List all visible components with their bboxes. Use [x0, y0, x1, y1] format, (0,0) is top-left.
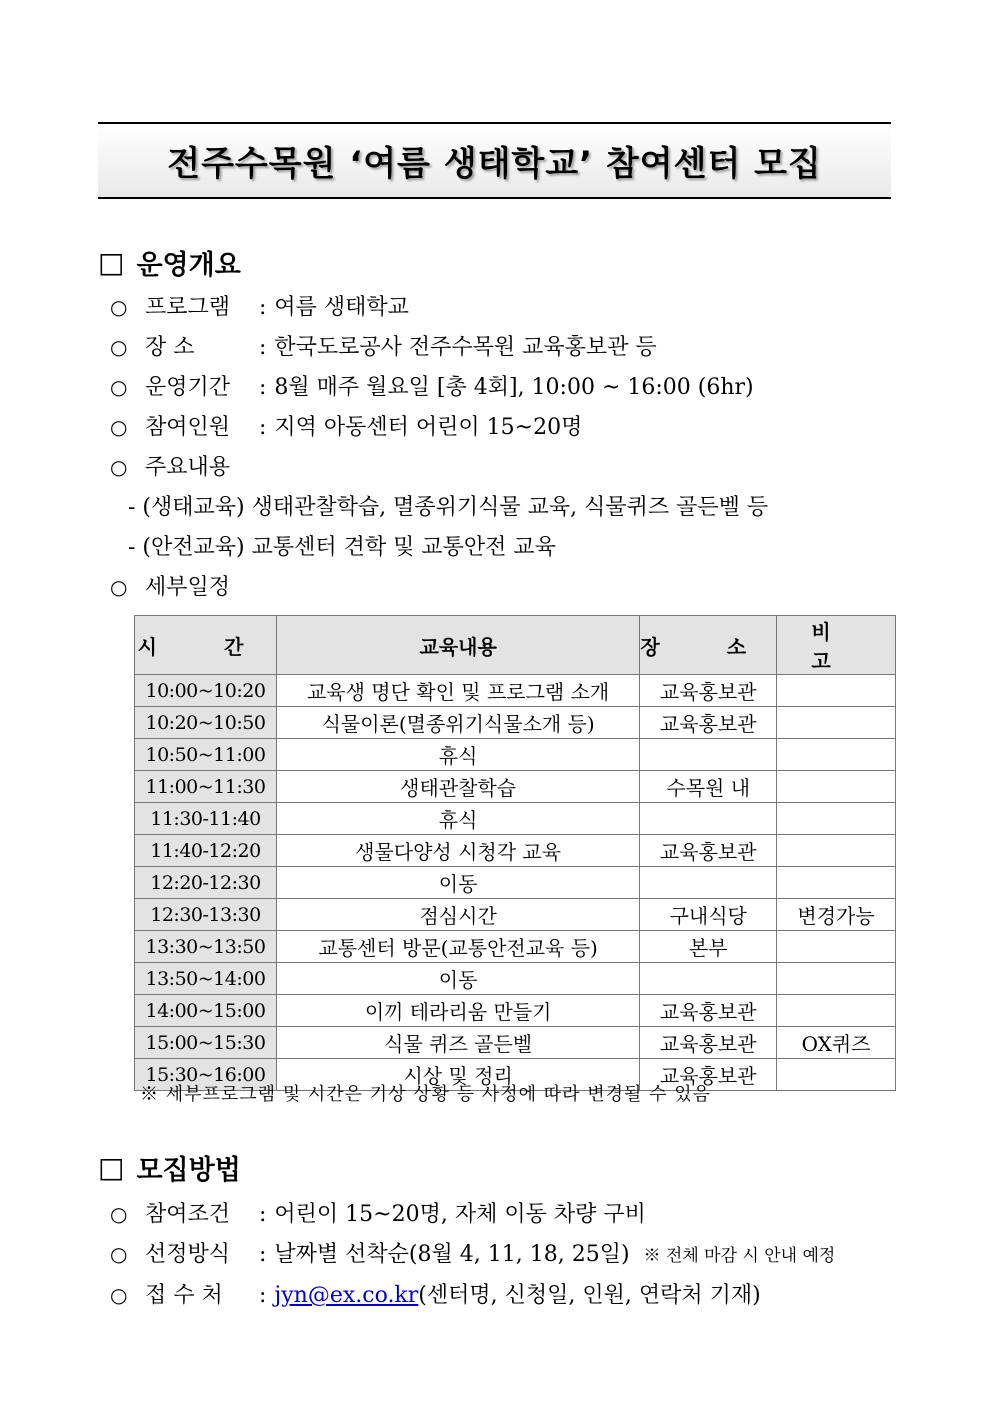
table-row — [135, 931, 896, 963]
checkbox-square-icon: □ — [98, 1151, 125, 1184]
cell-note — [777, 707, 896, 739]
contact-email-link[interactable]: jyn@ex.co.kr — [274, 1283, 419, 1308]
cell-time: 12:20-12:30 — [135, 867, 277, 899]
overview-item-participants: ○ 참여인원 : 지역 아동센터 어린이 15~20명 — [110, 410, 582, 441]
recruit-item-contact: ○ 접 수 처 : jyn@ex.co.kr (센터명, 신청일, 인원, 연락처 기재) — [110, 1278, 761, 1309]
page-title: 전주수목원 ‘여름 생태학교’ 참여센터 모집 — [167, 144, 822, 184]
table-row — [135, 675, 896, 707]
header-content: 교육내용 — [276, 616, 639, 675]
cell-time: 11:30-11:40 — [135, 803, 277, 835]
cell-note — [777, 963, 896, 995]
cell-content: 식물이론(멸종위기식물소개 등) — [276, 707, 639, 739]
sub-item-ecology: - (생태교육) 생태관찰학습, 멸종위기식물 교육, 식물퀴즈 골든벨 등 — [128, 495, 769, 520]
schedule-table — [134, 615, 896, 1091]
item-label: 세부일정 — [145, 575, 231, 600]
cell-place — [640, 739, 777, 771]
sub-item-safety: - (안전교육) 교통센터 견학 및 교통안전 교육 — [128, 535, 556, 560]
item-label: 프로그램 — [145, 295, 231, 320]
cell-note — [777, 867, 896, 899]
table-row — [135, 835, 896, 867]
selection-note: ※ 전체 마감 시 안내 예정 — [643, 1246, 836, 1266]
title-banner — [98, 122, 891, 199]
cell-place: 교육홍보관 — [640, 995, 777, 1027]
cell-note — [777, 803, 896, 835]
overview-item-contents — [110, 450, 230, 481]
cell-time: 10:00~10:20 — [135, 675, 277, 707]
cell-place: 본부 — [640, 931, 777, 963]
item-label: 운영기간 — [145, 375, 231, 400]
circle-bullet-icon: ○ — [110, 1242, 128, 1266]
table-row — [135, 899, 896, 931]
cell-note — [777, 739, 896, 771]
item-value: 한국도로공사 전주수목원 교육홍보관 등 — [274, 335, 657, 360]
cell-note — [777, 675, 896, 707]
circle-bullet-icon: ○ — [110, 455, 128, 479]
section-recruit-heading — [98, 1148, 241, 1187]
cell-content: 시상 및 정리 — [276, 1059, 639, 1091]
overview-item-program: ○ 프로그램 : 여름 생태학교 — [110, 290, 409, 321]
cell-content: 식물 퀴즈 골든벨 — [276, 1027, 639, 1059]
cell-time: 14:00~15:00 — [135, 995, 277, 1027]
cell-note — [777, 931, 896, 963]
table-row — [135, 867, 896, 899]
circle-bullet-icon: ○ — [110, 415, 128, 439]
table-row — [135, 739, 896, 771]
circle-bullet-icon: ○ — [110, 335, 128, 359]
table-row — [135, 771, 896, 803]
item-label: 참여조건 — [145, 1202, 231, 1227]
cell-content: 이끼 테라리움 만들기 — [276, 995, 639, 1027]
cell-note — [777, 995, 896, 1027]
item-value: 지역 아동센터 어린이 15~20명 — [274, 415, 583, 440]
item-label: 참여인원 — [145, 415, 231, 440]
cell-time: 11:40-12:20 — [135, 835, 277, 867]
circle-bullet-icon: ○ — [110, 375, 128, 399]
cell-content: 이동 — [276, 867, 639, 899]
item-label: 선정방식 — [145, 1242, 231, 1267]
cell-note — [777, 771, 896, 803]
cell-place: 교육홍보관 — [640, 835, 777, 867]
schedule-footnote: ※ 세부프로그램 및 시간은 기상 상황 등 사정에 따라 변경될 수 있음 — [140, 1084, 712, 1105]
table-header-row — [135, 616, 896, 675]
cell-place: 교육홍보관 — [640, 707, 777, 739]
cell-place — [640, 963, 777, 995]
item-label: 접 수 처 — [145, 1283, 223, 1308]
overview-item-place: ○ 장 소 : 한국도로공사 전주수목원 교육홍보관 등 — [110, 330, 657, 361]
cell-note: OX퀴즈 — [777, 1027, 896, 1059]
recruit-item-condition: ○ 참여조건 : 어린이 15~20명, 자체 이동 차량 구비 — [110, 1197, 646, 1228]
cell-place — [640, 803, 777, 835]
table-row — [135, 1027, 896, 1059]
item-value: 8월 매주 월요일 [총 4회], 10:00 ~ 16:00 (6hr) — [274, 375, 754, 400]
table-row — [135, 803, 896, 835]
cell-place: 교육홍보관 — [640, 675, 777, 707]
item-label: 장 소 — [145, 335, 195, 360]
item-value: (센터명, 신청일, 인원, 연락처 기재) — [418, 1283, 761, 1308]
cell-time: 12:30-13:30 — [135, 899, 277, 931]
cell-time: 15:00~15:30 — [135, 1027, 277, 1059]
cell-time: 10:50~11:00 — [135, 739, 277, 771]
cell-time: 11:00~11:30 — [135, 771, 277, 803]
cell-note: 변경가능 — [777, 899, 896, 931]
header-place: 장 소 — [640, 616, 777, 675]
item-value: 여름 생태학교 — [274, 295, 409, 320]
circle-bullet-icon: ○ — [110, 1202, 128, 1226]
section-title: 운영개요 — [136, 250, 241, 281]
cell-content: 교통센터 방문(교통안전교육 등) — [276, 931, 639, 963]
cell-place: 교육홍보관 — [640, 1027, 777, 1059]
cell-time: 10:20~10:50 — [135, 707, 277, 739]
table-row — [135, 707, 896, 739]
overview-item-period: ○ 운영기간 : 8월 매주 월요일 [총 4회], 10:00 ~ 16:00 (6hr) — [110, 370, 754, 401]
cell-content: 점심시간 — [276, 899, 639, 931]
cell-note — [777, 835, 896, 867]
cell-content: 생태관찰학습 — [276, 771, 639, 803]
cell-place: 수목원 내 — [640, 771, 777, 803]
circle-bullet-icon: ○ — [110, 295, 128, 319]
header-note: 비 고 — [777, 616, 896, 675]
cell-note — [777, 1059, 896, 1091]
cell-content: 이동 — [276, 963, 639, 995]
section-overview-heading — [98, 243, 241, 282]
cell-content: 생물다양성 시청각 교육 — [276, 835, 639, 867]
item-value: 날짜별 선착순(8월 4, 11, 18, 25일) — [274, 1242, 630, 1267]
table-row — [135, 963, 896, 995]
cell-time: 13:30~13:50 — [135, 931, 277, 963]
cell-time: 13:50~14:00 — [135, 963, 277, 995]
cell-content: 교육생 명단 확인 및 프로그램 소개 — [276, 675, 639, 707]
recruit-item-selection: ○ 선정방식 : 날짜별 선착순(8월 4, 11, 18, 25일) ※ 전체 마감 시 안내 예정 — [110, 1237, 835, 1268]
item-value: 어린이 15~20명, 자체 이동 차량 구비 — [274, 1202, 646, 1227]
cell-content: 휴식 — [276, 739, 639, 771]
checkbox-square-icon: □ — [98, 246, 125, 279]
section-title: 모집방법 — [136, 1155, 241, 1186]
cell-time: 15:30~16:00 — [135, 1059, 277, 1091]
circle-bullet-icon: ○ — [110, 1283, 128, 1307]
header-time: 시 간 — [135, 616, 277, 675]
cell-place — [640, 867, 777, 899]
cell-place: 구내식당 — [640, 899, 777, 931]
cell-place: 교육홍보관 — [640, 1059, 777, 1091]
circle-bullet-icon: ○ — [110, 575, 128, 599]
cell-content: 휴식 — [276, 803, 639, 835]
item-label: 주요내용 — [145, 455, 231, 480]
overview-item-schedule — [110, 570, 230, 601]
table-row — [135, 995, 896, 1027]
